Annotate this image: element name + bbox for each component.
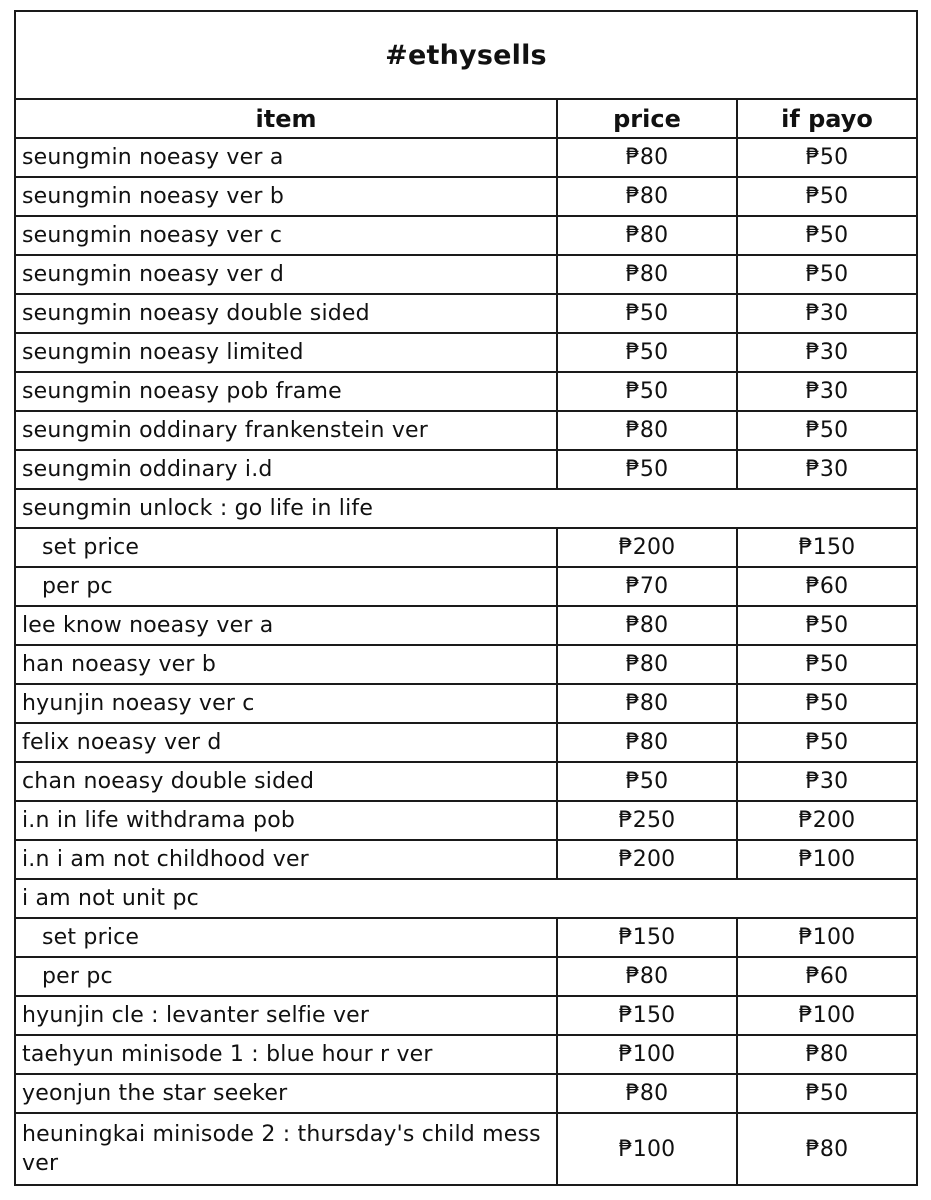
price-cell: ₱200 xyxy=(557,840,737,879)
if-payo-cell: ₱50 xyxy=(737,255,917,294)
header-if-payo: if payo xyxy=(737,99,917,138)
if-payo-cell: ₱50 xyxy=(737,1074,917,1113)
item-cell: set price xyxy=(15,918,557,957)
if-payo-cell: ₱60 xyxy=(737,567,917,606)
item-cell: seungmin noeasy limited xyxy=(15,333,557,372)
price-cell: ₱80 xyxy=(557,138,737,177)
price-cell: ₱80 xyxy=(557,723,737,762)
item-cell: lee know noeasy ver a xyxy=(15,606,557,645)
item-cell: seungmin noeasy ver c xyxy=(15,216,557,255)
table-row xyxy=(15,567,917,606)
if-payo-cell: ₱200 xyxy=(737,801,917,840)
price-cell: ₱80 xyxy=(557,411,737,450)
if-payo-cell: ₱50 xyxy=(737,645,917,684)
table-row xyxy=(15,801,917,840)
price-cell: ₱150 xyxy=(557,918,737,957)
if-payo-cell: ₱50 xyxy=(737,216,917,255)
price-cell: ₱100 xyxy=(557,1035,737,1074)
table-row xyxy=(15,1074,917,1113)
table-row xyxy=(15,333,917,372)
group-row xyxy=(15,489,917,528)
table-row xyxy=(15,645,917,684)
table-row xyxy=(15,138,917,177)
header-row xyxy=(15,99,917,138)
table-row xyxy=(15,1113,917,1185)
if-payo-cell: ₱50 xyxy=(737,411,917,450)
price-cell: ₱50 xyxy=(557,762,737,801)
table-row xyxy=(15,450,917,489)
if-payo-cell: ₱30 xyxy=(737,294,917,333)
price-list-body xyxy=(15,11,917,1185)
price-cell: ₱80 xyxy=(557,606,737,645)
if-payo-cell: ₱100 xyxy=(737,840,917,879)
table-row xyxy=(15,177,917,216)
table-row xyxy=(15,762,917,801)
table-row xyxy=(15,996,917,1035)
item-cell: chan noeasy double sided xyxy=(15,762,557,801)
price-cell: ₱50 xyxy=(557,372,737,411)
item-cell: seungmin noeasy ver b xyxy=(15,177,557,216)
table-row xyxy=(15,606,917,645)
item-cell: felix noeasy ver d xyxy=(15,723,557,762)
item-cell: seungmin oddinary frankenstein ver xyxy=(15,411,557,450)
if-payo-cell: ₱30 xyxy=(737,333,917,372)
if-payo-cell: ₱100 xyxy=(737,918,917,957)
item-cell: hyunjin cle : levanter selfie ver xyxy=(15,996,557,1035)
group-label: seungmin unlock : go life in life xyxy=(15,489,917,528)
if-payo-cell: ₱50 xyxy=(737,606,917,645)
sheet-title: #ethysells xyxy=(15,11,917,99)
price-cell: ₱50 xyxy=(557,333,737,372)
item-cell: i.n i am not childhood ver xyxy=(15,840,557,879)
item-cell: seungmin oddinary i.d xyxy=(15,450,557,489)
price-cell: ₱200 xyxy=(557,528,737,567)
item-cell: hyunjin noeasy ver c xyxy=(15,684,557,723)
price-cell: ₱80 xyxy=(557,1074,737,1113)
table-row xyxy=(15,957,917,996)
price-cell: ₱80 xyxy=(557,957,737,996)
table-row xyxy=(15,372,917,411)
price-cell: ₱80 xyxy=(557,645,737,684)
item-cell: han noeasy ver b xyxy=(15,645,557,684)
item-cell: yeonjun the star seeker xyxy=(15,1074,557,1113)
if-payo-cell: ₱100 xyxy=(737,996,917,1035)
price-cell: ₱250 xyxy=(557,801,737,840)
item-cell: per pc xyxy=(15,567,557,606)
price-cell: ₱80 xyxy=(557,216,737,255)
table-row xyxy=(15,723,917,762)
table-row xyxy=(15,411,917,450)
table-row xyxy=(15,1035,917,1074)
price-cell: ₱70 xyxy=(557,567,737,606)
item-cell: set price xyxy=(15,528,557,567)
header-item: item xyxy=(15,99,557,138)
item-cell: heuningkai minisode 2 : thursday's child mess ver xyxy=(15,1113,557,1185)
if-payo-cell: ₱50 xyxy=(737,138,917,177)
price-cell: ₱50 xyxy=(557,450,737,489)
table-row xyxy=(15,216,917,255)
if-payo-cell: ₱50 xyxy=(737,684,917,723)
if-payo-cell: ₱80 xyxy=(737,1035,917,1074)
price-cell: ₱80 xyxy=(557,177,737,216)
item-cell: seungmin noeasy double sided xyxy=(15,294,557,333)
header-price: price xyxy=(557,99,737,138)
table-row xyxy=(15,840,917,879)
price-cell: ₱150 xyxy=(557,996,737,1035)
if-payo-cell: ₱30 xyxy=(737,372,917,411)
group-row xyxy=(15,879,917,918)
table-row xyxy=(15,528,917,567)
group-label: i am not unit pc xyxy=(15,879,917,918)
price-cell: ₱80 xyxy=(557,684,737,723)
price-list-table xyxy=(14,10,918,1186)
title-row xyxy=(15,11,917,99)
item-cell: per pc xyxy=(15,957,557,996)
item-cell: i.n in life withdrama pob xyxy=(15,801,557,840)
price-cell: ₱80 xyxy=(557,255,737,294)
item-cell: seungmin noeasy ver d xyxy=(15,255,557,294)
price-cell: ₱50 xyxy=(557,294,737,333)
price-cell: ₱100 xyxy=(557,1113,737,1185)
if-payo-cell: ₱30 xyxy=(737,450,917,489)
table-row xyxy=(15,918,917,957)
if-payo-cell: ₱150 xyxy=(737,528,917,567)
table-row xyxy=(15,294,917,333)
if-payo-cell: ₱50 xyxy=(737,177,917,216)
if-payo-cell: ₱30 xyxy=(737,762,917,801)
if-payo-cell: ₱50 xyxy=(737,723,917,762)
if-payo-cell: ₱60 xyxy=(737,957,917,996)
item-cell: seungmin noeasy ver a xyxy=(15,138,557,177)
item-cell: seungmin noeasy pob frame xyxy=(15,372,557,411)
table-row xyxy=(15,684,917,723)
table-row xyxy=(15,255,917,294)
if-payo-cell: ₱80 xyxy=(737,1113,917,1185)
item-cell: taehyun minisode 1 : blue hour r ver xyxy=(15,1035,557,1074)
